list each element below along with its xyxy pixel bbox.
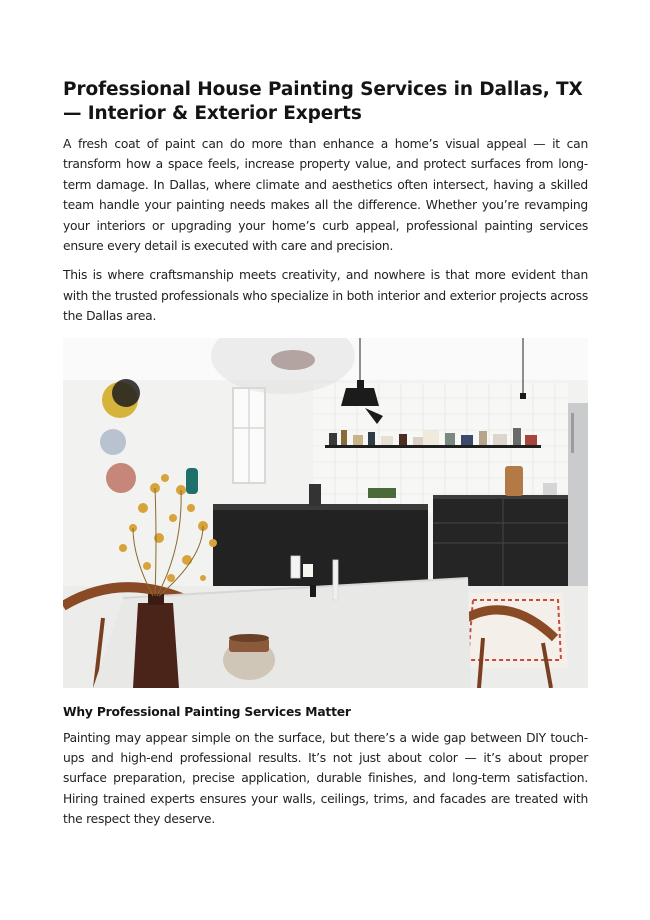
- intro-paragraph-1: A fresh coat of paint can do more than enhance a home’s visual appeal — it can transform how a space feels, increase property value, and protect surfaces from long-term damage. In Dallas, where climate and aesthetics often intersect, having a skilled team handle your painting needs makes all the difference. Whether you’re revamping your interiors or upgrading your home’s curb appeal, professional painting services ensure every detail is executed with care and precision.: [63, 137, 588, 254]
- section-heading: Why Professional Painting Services Matter: [63, 704, 351, 719]
- kitchen-photo: [63, 338, 588, 688]
- intro-paragraph-2: This is where craftsmanship meets creativity, and nowhere is that more evident than with the trusted professionals who specialize in both interior and exterior projects across the Dallas area.: [63, 268, 588, 324]
- section-paragraph: Painting may appear simple on the surface, but there’s a wide gap between DIY touch-ups and high-end professional results. It’s not just about color — it’s about proper surface preparation, precise application, durable finishes, and long-term satisfaction. Hiring trained experts ensures your walls, ceilings, trims, and facades are treated with the respect they deserve.: [63, 730, 588, 827]
- page-title: Professional House Painting Services in Dallas, TX — Interior & Exterior Experts: [63, 79, 583, 124]
- article: [63, 78, 588, 839]
